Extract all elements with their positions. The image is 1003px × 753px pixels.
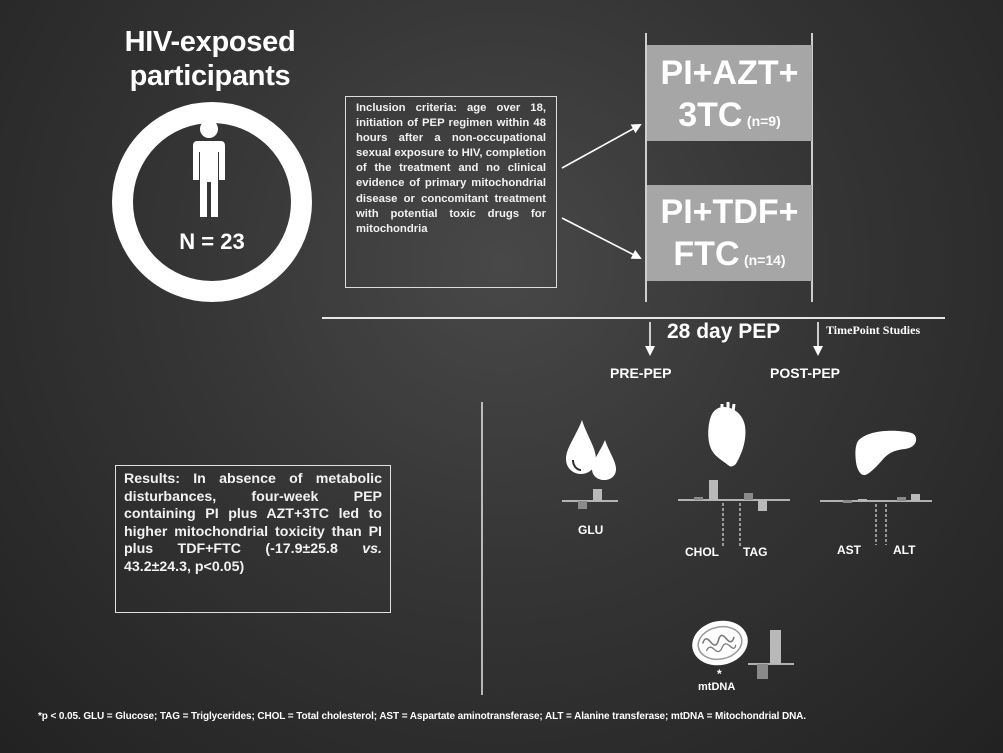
glu-label: GLU [578,523,604,537]
timepoint-caption: TimePoint Studies [826,323,921,337]
arm-tdf-line1: PI+TDF+ [660,193,799,231]
liver-icon [855,431,916,475]
inclusion-criteria-box: Inclusion criteria: age over 18, initiation of PEP regimen within 48 hours after a non-occupational sexual exposure to HIV, completion of the treatment and no clinical evidence of primary mitochondrial disease or concomitant treatment with potential toxic drugs for mitochondria [345,96,557,288]
glu-mini-chart [562,489,618,509]
alt-bar-tdf [911,494,920,501]
mitochondria-icon [688,616,752,671]
ast-bar-tdf [858,499,867,501]
results-box [115,465,391,613]
ast-bar-azt [843,500,852,503]
page-title: HIV-exposed participants [124,26,296,92]
mtdna-mini-chart [748,630,794,679]
tag-label: TAG [743,545,768,559]
arrow-to-arm1 [562,125,640,168]
pre-pep-label: PRE-PEP [610,365,672,381]
mtdna-bar-azt [757,664,768,679]
mtdna-bar-tdf [770,630,781,664]
glu-bar-tdf [593,489,602,501]
tag-bar-tdf [758,500,767,511]
tag-bar-azt [744,493,753,500]
results-text-part2: 43.2±24.3, p<0.05) [124,558,245,575]
arm-azt-n: (n=9) [746,113,781,129]
post-pep-label: POST-PEP [770,365,841,381]
arm-tdf-line2: FTC [673,235,740,273]
period-label: 28 day PEP [667,320,781,343]
chol-bar-azt [694,497,703,500]
arm-azt-line2: 3TC [678,96,743,134]
chol-bar-tdf [709,480,718,500]
glu-bar-azt [578,501,587,509]
chol-label: CHOL [685,545,719,559]
footnote: *p < 0.05. GLU = Glucose; TAG = Triglycerides; CHOL = Total cholesterol; AST = Aspartate aminotransferase; ALT = Alanine transferase; mtDNA = Mitochondrial DNA. [38,711,806,722]
chol-tag-mini-chart [678,480,790,546]
ast-alt-mini-chart [820,494,932,545]
participant-count: N = 23 [179,229,245,254]
arm-azt-line1: PI+AZT+ [660,54,799,92]
arm-tdf-n: (n=14) [743,252,786,268]
heart-icon [708,402,745,466]
results-text-part1: Results: In absence of metabolic disturbances, four-week PEP containing PI plus AZT+3TC led to higher mitochondrial toxicity than PI plus TDF+FTC (-17.9±25.8 [124,471,382,557]
participants-ring [112,102,312,302]
significance-mark: * [717,667,722,681]
ast-label: AST [837,543,861,557]
arm-azt-box [647,45,812,141]
arm-tdf-box [647,185,812,281]
drops-icon [566,420,616,480]
alt-label: ALT [893,543,916,557]
alt-bar-azt [897,497,906,501]
arrow-to-arm2 [562,218,640,258]
mtdna-label: mtDNA [698,681,736,693]
results-vs: vs. [362,541,382,557]
